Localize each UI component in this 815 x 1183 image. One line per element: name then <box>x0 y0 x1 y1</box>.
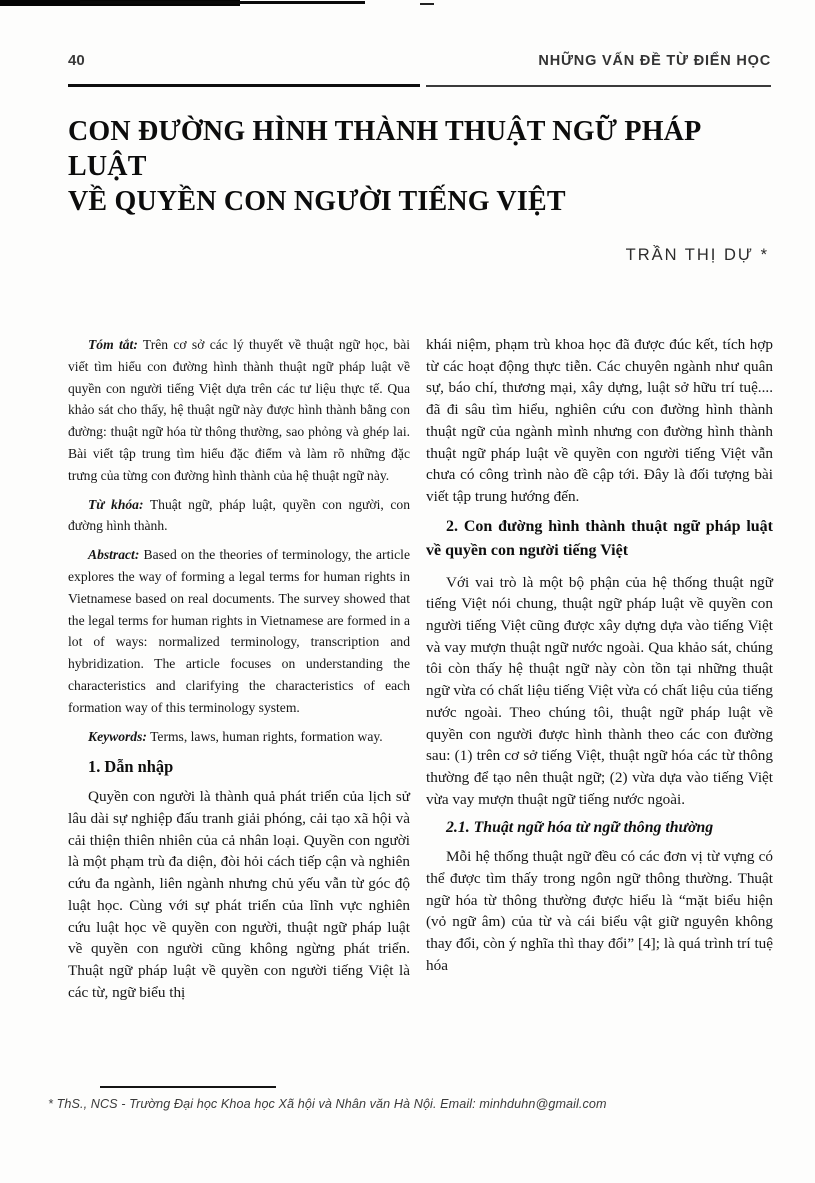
section-2-heading: 2. Con đường hình thành thuật ngữ pháp luật về quyền con người tiếng Việt <box>426 517 773 559</box>
header-rule-thick <box>68 84 420 87</box>
article-title <box>68 114 780 219</box>
footnote: * ThS., NCS - Trường Đại học Khoa học Xã hội và Nhân văn Hà Nội. Email: minhduhn@gmail.com <box>48 1097 607 1111</box>
article-title-line2: VỀ QUYỀN CON NGƯỜI TIẾNG VIỆT <box>68 186 566 217</box>
header-rule-thin <box>426 85 771 87</box>
keywords-en-text: Terms, laws, human rights, formation way. <box>150 728 383 744</box>
abstract-vi-text: Trên cơ sở các lý thuyết về thuật ngữ học, bài viết tìm hiểu con đường hình thành thuật ngữ pháp luật về quyền con người tiếng Việt dựa trên các tư liệu thực tế. Qua khảo sát cho thấy, hệ thuật ngữ này được hình thành bằng con đường: thuật ngữ hóa từ thông thường, sao phỏng và ghép lai. Bài viết tập trung tìm hiểu đặc điểm và làm rõ những đặc trưng của từng con đường hình thành của hệ thuật ngữ này. <box>68 337 411 483</box>
keywords-en-paragraph <box>68 726 410 748</box>
author-name: TRẦN THỊ DỰ * <box>625 246 769 264</box>
abstract-vi-label: Tóm tắt: <box>88 337 138 352</box>
scan-artifact-mark <box>420 3 434 5</box>
section-1-heading: 1. Dẫn nhập <box>88 757 174 777</box>
section-2-1-paragraph: Mỗi hệ thống thuật ngữ đều có các đơn vị từ vựng có thể được tìm thấy trong ngôn ngữ thông thường. Thuật ngữ hóa từ thông thường được hiểu là “mặt biểu hiện (vỏ ngữ âm) của từ và cái biểu vật giữ nguyên không thay đổi, còn ý nghĩa thì thay đổi” [4]; là quá trình trí tuệ hóa <box>426 848 773 974</box>
section-2-1-heading: 2.1. Thuật ngữ hóa từ ngữ thông thường <box>446 819 714 837</box>
keywords-vi-text: Thuật ngữ, pháp luật, quyền con người, con đường hình thành. <box>68 496 410 534</box>
article-title-line1: CON ĐƯỜNG HÌNH THÀNH THUẬT NGỮ PHÁP LUẬT <box>68 116 700 182</box>
left-column <box>68 334 410 1010</box>
abstract-en-text: Based on the theories of terminology, the article explores the way of forming a legal terms for human rights in Vietnamese based on real documents. The survey showed that the legal terms for human rights in Vietnamese are formed in a lot of ways: normalized terminology, transcription and hybridization. The article focuses on understanding the characteristics and clarifying the characteristics of each formation way of this terminology system. <box>68 547 410 715</box>
keywords-vi-label: Từ khóa: <box>88 496 144 512</box>
header-rule <box>68 84 771 88</box>
abstract-vi-paragraph <box>68 334 410 487</box>
keywords-en-label: Keywords: <box>88 728 147 744</box>
journal-header: NHỮNG VẤN ĐỀ TỪ ĐIỂN HỌC <box>538 53 771 69</box>
keywords-vi-paragraph <box>68 494 410 538</box>
continuation-paragraph: khái niệm, phạm trù khoa học đã được đúc kết, tích hợp từ các hoạt động thực tiễn. Các chuyên ngành như quân sự, báo chí, thương mại, xây dựng, luật sở hữu trí tuệ.... đã đi sâu tìm hiểu, nghiên cứu con đường hình thành thuật ngữ của ngành mình nhưng con đường hình thành thuật ngữ pháp luật về quyền con người tiếng Việt vẫn chưa có công trình nào đề cập tới. Đây là đối tượng bài viết tập trung hướng đến. <box>426 336 773 505</box>
scan-artifact-bar-thin <box>80 1 365 4</box>
footnote-divider <box>100 1086 276 1088</box>
right-column <box>426 334 773 1010</box>
abstract-en-label: Abstract: <box>88 547 140 563</box>
section-1-paragraph: Quyền con người là thành quả phát triển của lịch sử lâu dài sự nghiệp đấu tranh giải phóng, cải tạo xã hội và cải thiện thiên nhiên của cả nhân loại. Quyền con người là một phạm trù đa diện, đòi hỏi cách tiếp cận và nghiên cứu đa ngành, liên ngành nhưng chủ yếu vẫn từ góc độ luật học. Cùng với sự phát triển của lĩnh vực nghiên cứu luật học về quyền con người, thuật ngữ pháp luật về quyền con người cũng không ngừng phát triển. Thuật ngữ pháp luật về quyền con người tiếng Việt là các từ, ngữ biểu thị <box>68 788 410 1001</box>
abstract-en-paragraph <box>68 544 410 718</box>
page-header <box>68 52 771 69</box>
page-number: 40 <box>68 52 85 69</box>
two-column-body <box>68 334 773 1010</box>
section-2-paragraph: Với vai trò là một bộ phận của hệ thống thuật ngữ tiếng Việt nói chung, thuật ngữ pháp luật về quyền con người tiếng Việt cũng được xây dựng dựa vào tiếng Việt và vay mượn thuật ngữ nước ngoài. Qua khảo sát, chúng tôi còn thấy hệ thuật ngữ này còn tồn tại những thuật ngữ vừa có chất liệu tiếng Việt vừa có chất liệu của tiếng nước ngoài. Theo chúng tôi, thuật ngữ pháp luật về quyền con người được hình thành theo các con đường sau: (1) trên cơ sở tiếng Việt, thuật ngữ hóa các từ thông thường để tạo nên thuật ngữ; (2) vừa dựa vào tiếng Việt vừa vay mượn thuật ngữ tiếng nước ngoài. <box>426 573 773 808</box>
